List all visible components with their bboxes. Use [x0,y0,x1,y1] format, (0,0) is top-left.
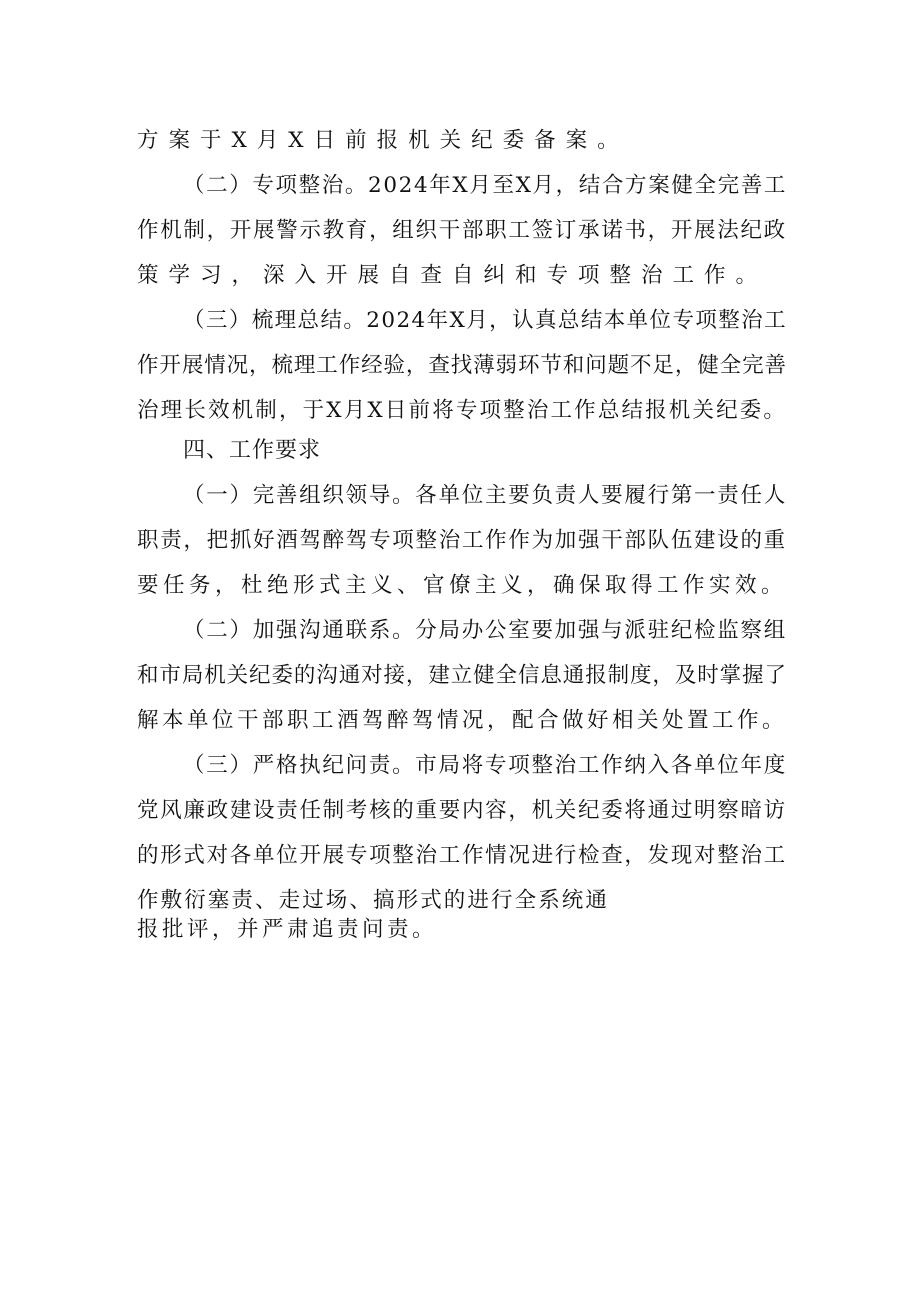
requirement-3-line-5: 报批评，并严肃追责问责。 [137,917,438,942]
paragraph-continuation-line: 方案于X月X日前报机关纪委备案。 [137,128,629,153]
section-heading: 四、工作要求 [183,438,322,463]
requirement-1-line-2: 职责，把抓好酒驾醉驾专项整治工作作为加强干部队伍建设的重 [137,528,787,553]
requirement-2-line-3: 解本单位干部职工酒驾醉驾情况，配合做好相关处置工作。 [137,708,788,733]
requirement-3-line-2: 党风廉政建设责任制考核的重要内容，机关纪委将通过明察暗访 [137,798,787,823]
requirement-2-line-1: （二）加强沟通联系。分局办公室要加强与派驻纪检监察组 [183,618,787,643]
requirement-1-line-3: 要任务，杜绝形式主义、官僚主义，确保取得工作实效。 [137,573,788,598]
requirement-3-line-1: （三）严格执纪问责。市局将专项整治工作纳入各单位年度 [183,753,787,778]
requirement-2-line-2: 和市局机关纪委的沟通对接，建立健全信息通报制度，及时掌握了 [137,663,787,688]
paragraph-special-rectification-line-3: 策学习，深入开展自查自纠和专项整治工作。 [137,263,768,288]
requirement-3-line-4: 作敷衍塞责、走过场、搞形式的进行全系统通 [137,888,610,913]
paragraph-summary-line-1: （三）梳理总结。2024年X月，认真总结本单位专项整治工 [183,308,788,333]
requirement-3-line-3: 的形式对各单位开展专项整治工作情况进行检查，发现对整治工 [137,843,787,868]
paragraph-special-rectification-line-2: 作机制，开展警示教育，组织干部职工签订承诺书，开展法纪政 [137,218,787,243]
requirement-1-line-1: （一）完善组织领导。各单位主要负责人要履行第一责任人 [183,483,787,508]
paragraph-summary-line-2: 作开展情况，梳理工作经验，查找薄弱环节和问题不足，健全完善 [137,353,787,378]
paragraph-special-rectification-line-1: （二）专项整治。2024年X月至X月，结合方案健全完善工 [183,173,787,198]
paragraph-summary-line-3: 治理长效机制，于X月X日前将专项整治工作总结报机关纪委。 [137,398,788,423]
